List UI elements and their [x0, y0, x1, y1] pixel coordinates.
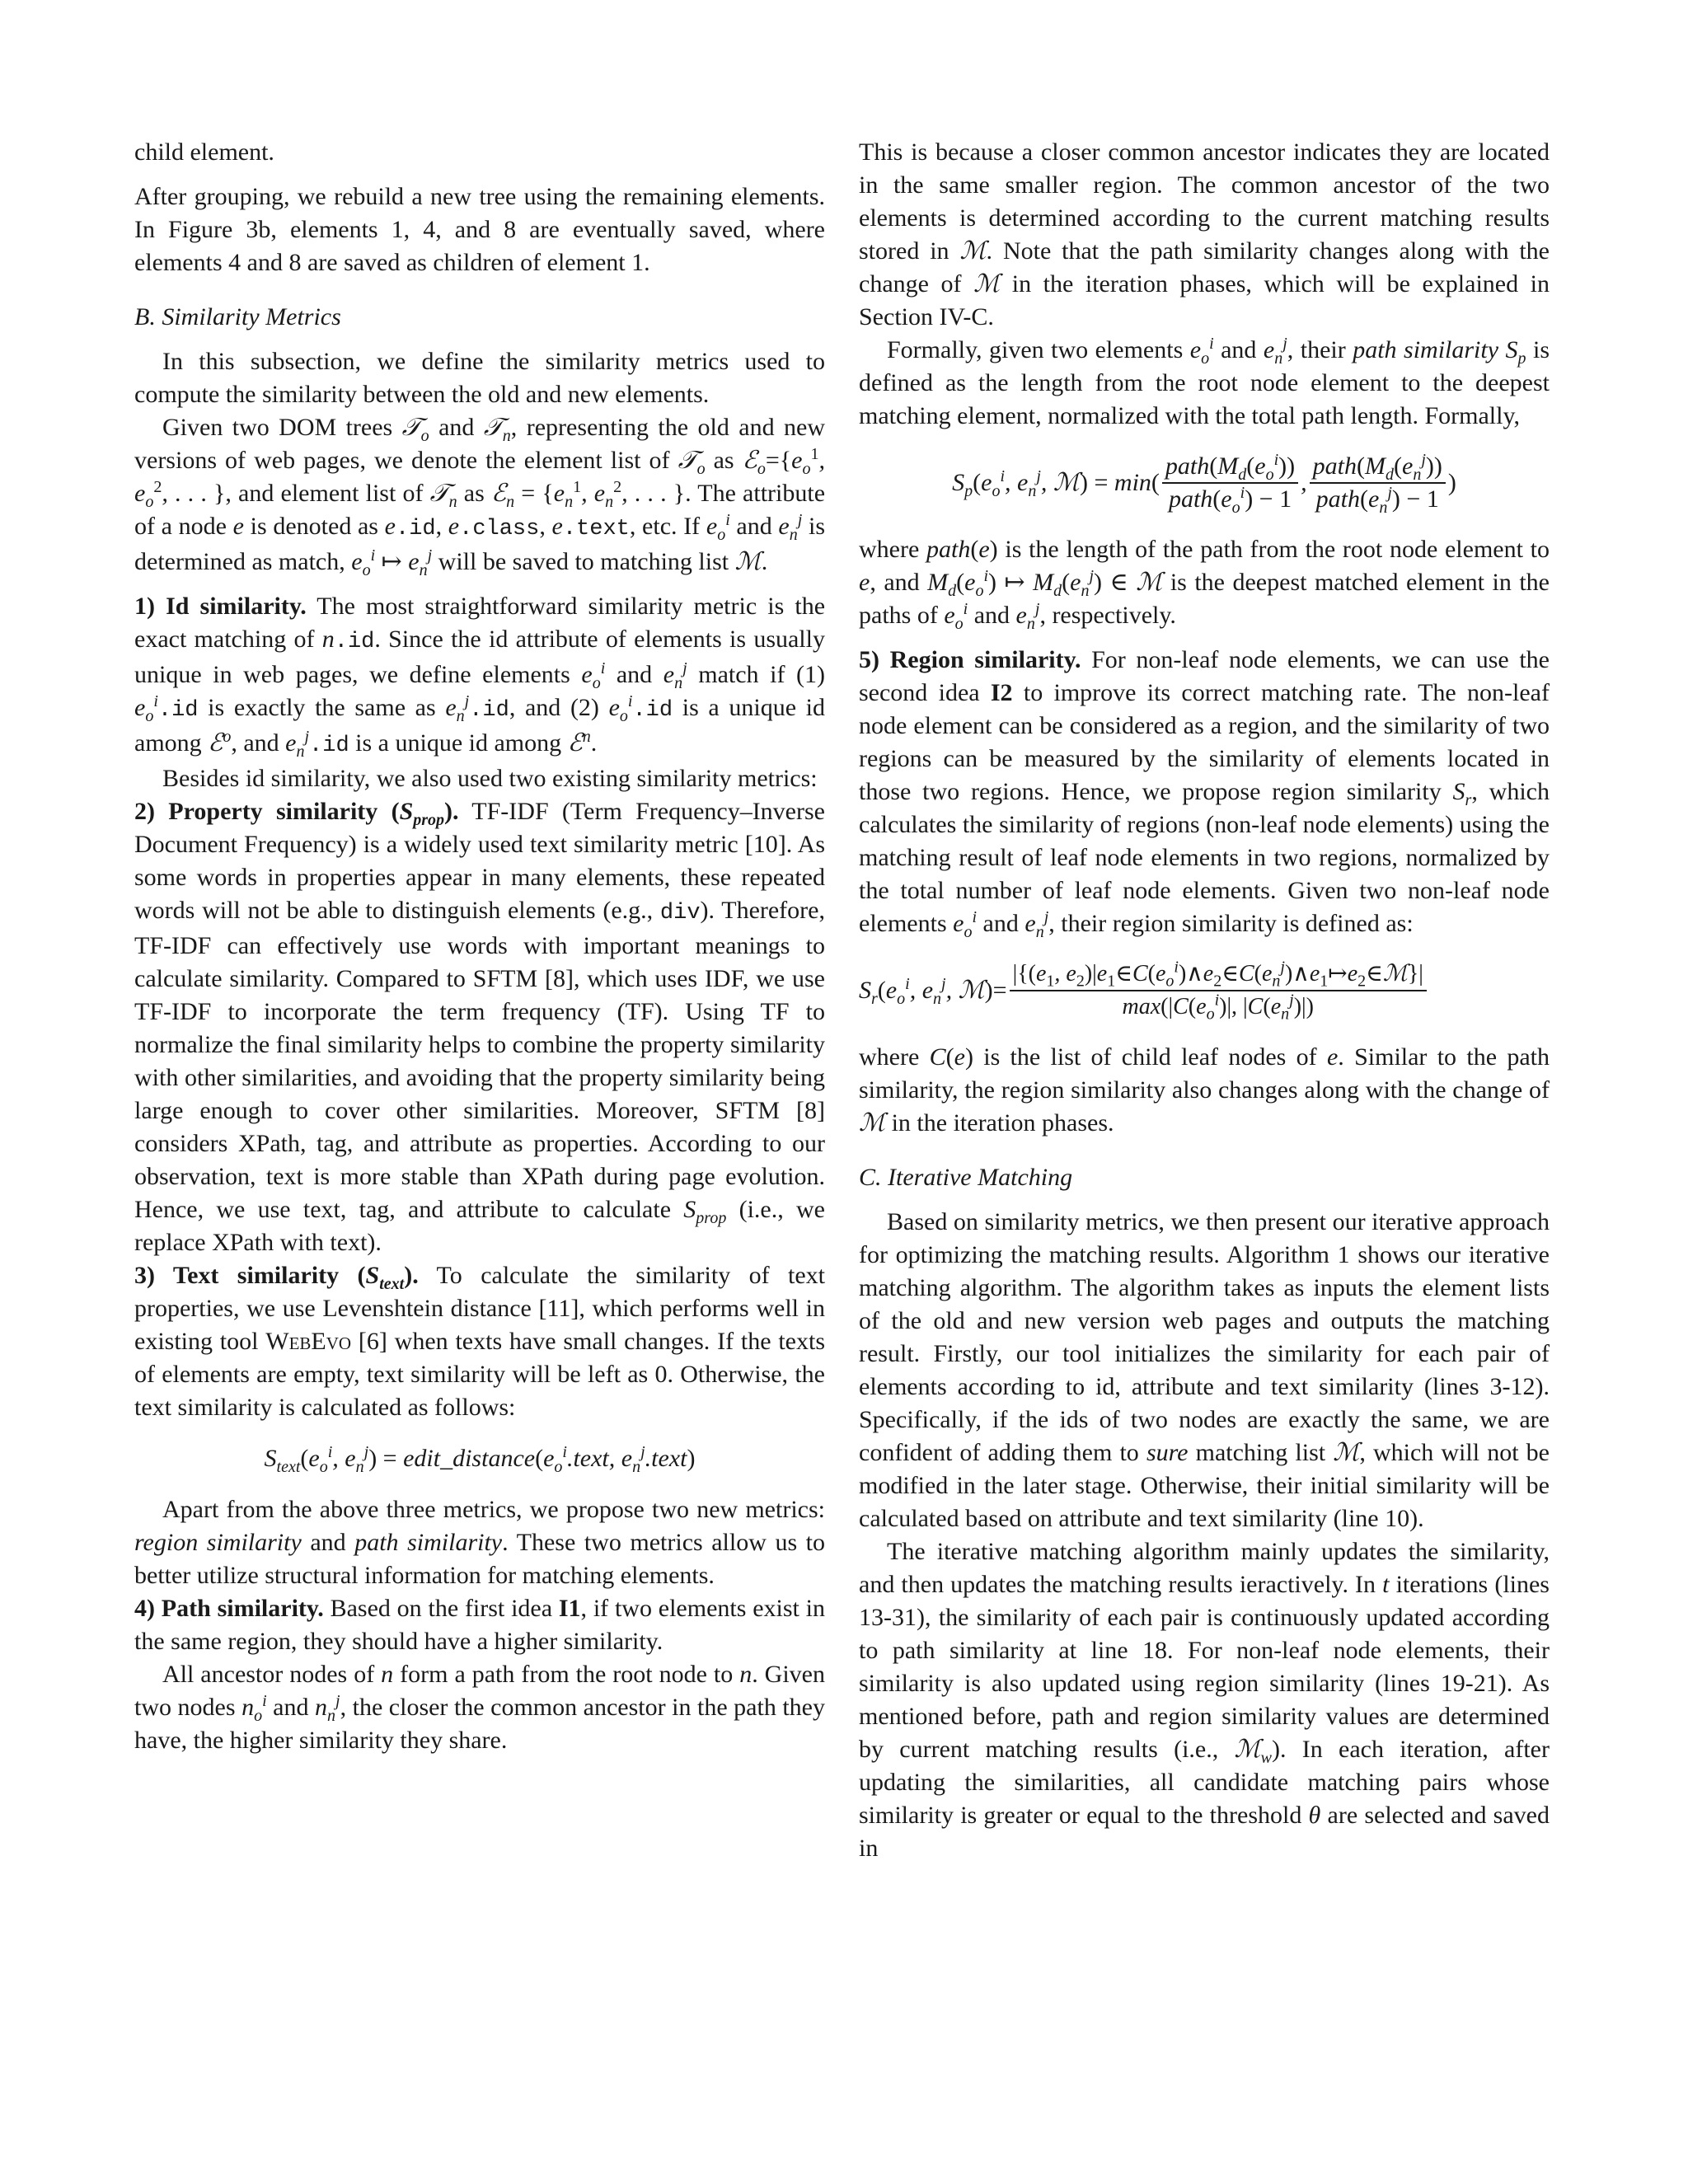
paragraph-path-similarity: 4) Path similarity. Based on the first idea I1, if two elements exist in the same region, they should have a higher similarity. — [134, 1595, 825, 1655]
paragraph: where path(e) is the length of the path from the root node element to e, and $M_d(e_o^i)$ ↦ $M_d(e_n^j)$ ∈ ℳ is the deepest matched element in the paths of $e_o^i$ and $e_n^j$, respectively. — [859, 536, 1550, 633]
paragraph: where C(e) is the list of child leaf nodes of e. Similar to the path similarity, the region similarity also changes along with the change of ℳ in the iteration phases. — [859, 1043, 1550, 1137]
paragraph-text-similarity: 3) Text similarity $(S_{text})$. To calculate the similarity of text properties, we use Levenshtein distance [11], which performs well in existing tool WebEvo [6] when texts have small changes. If the texts of elements are empty, text similarity will be left as 0. Otherwise, the text similarity is calculated as follows: — [134, 1262, 825, 1421]
equation-path-similarity: $S_p(e_o^i$, $e_n^j$, ℳ) = min( $\frac{path(M_d(e_o^i))}{path(e_o^i) - 1}$ , $\frac{path(M_d(e_n^j))}{path(e_n^j) - 1}$ ) — [952, 451, 1456, 517]
paragraph: Besides id similarity, we also used two existing similarity metrics: — [162, 765, 818, 792]
section-heading-similarity-metrics: B. Similarity Metrics — [134, 303, 341, 330]
left-column — [134, 136, 825, 1757]
paragraph: Formally, given two elements $e_o^i$ and $e_n^j$, their path similarity $S_p$ is defined as the length from the root node element to the deepest matching element, normalized with the total path length. Formally, — [859, 335, 1550, 429]
right-column — [859, 136, 1550, 1865]
paragraph: child element. — [134, 138, 274, 166]
equation-text-similarity: $S_{text}(e_o^i$, $e_n^j$) = $edit\_distance(e_o^i.text$, $e_n^j.text$) — [264, 1443, 696, 1476]
paragraph: Based on similarity metrics, we then present our iterative approach for optimizing the matching results. Algorithm 1 shows our iterative matching algorithm. The algorithm takes as inputs the element lists of the old and new version web pages and outputs the matching result. Firstly, our tool initializes the similarity for each pair of elements according to id, attribute and text similarity (lines 3-12). Specifically, if the ids of two nodes are exactly the same, we are confident of adding them to sure matching list ℳ, which will not be modified in the later stage. Otherwise, their initial similarity will be calculated based on attribute and text similarity (line 10). — [859, 1208, 1550, 1532]
paragraph: In this subsection, we define the similarity metrics used to compute the similarity between the old and new elements. — [134, 348, 825, 408]
paragraph: All ancestor nodes of n form a path from the root node to n. Given two nodes $n_o^i$ and $n_n^j$, the closer the common ancestor in the path they have, the higher similarity they share. — [134, 1661, 825, 1754]
paragraph: The iterative matching algorithm mainly updates the similarity, and then updates the matching results ieractively. In t iterations (lines 13-31), the similarity of each pair is continuously updated according to path similarity at line 18. For non-leaf node elements, their similarity is also updated using region similarity (lines 19-21). As mentioned before, path and region similarity values are determined by current matching results (i.e., ℳ$_w$). In each iteration, after updating the similarities, all candidate matching pairs whose similarity is greater or equal to the threshold θ are selected and saved in — [859, 1538, 1550, 1862]
paragraph-id-similarity: 1) Id similarity. The most straightforward similarity metric is the exact matching of n.id. Since the id attribute of elements is usually unique in web pages, we define elements $e_o^i$ and $e_n^j$ match if (1) $e_o^i.id$ is exactly the same as $e_n^j.id$, and (2) $e_o^i.id$ is a unique id among ℰ$^o$, and $e_n^j.id$ is a unique id among ℰ$^n$. — [134, 593, 826, 761]
paragraph-dom-trees: Given two DOM trees 𝒯$_o$ and 𝒯$_n$, representing the old and new versions of web pages, we denote the element list of 𝒯$_o$ as $ℰ_o=\{e_o^1$, $e_o^2$, . . . }, and element list of 𝒯$_n$ as ℰ$_n$ = {$e_n^1$, $e_n^2$, . . . }. The attribute of a node e is denoted as e.id, e.class, e.text, etc. If $e_o^i$ and $e_n^j$ is determined as match, $e_o^i$ ↦ $e_n^j$ will be saved to matching list ℳ. — [134, 414, 826, 579]
paragraph: This is because a closer common ancestor indicates they are located in the same smaller region. The common ancestor of the two elements is determined according to the current matching results stored in ℳ. Note that the path similarity changes along with the change of ℳ in the iteration phases, which will be explained in Section IV-C. — [859, 138, 1550, 330]
paragraph: After grouping, we rebuild a new tree using the remaining elements. In Figure 3b, elements 1, 4, and 8 are eventually saved, where elements 4 and 8 are saved as children of element 1. — [134, 183, 825, 276]
paragraph-property-similarity: 2) Property similarity $(S_{prop})$. TF-IDF (Term Frequency–Inverse Document Frequency) is a widely used text similarity metric [10]. As some words in properties appear in many elements, these repeated words will not be able to distinguish elements (e.g., div). Therefore, TF-IDF can effectively use words with important meanings to calculate similarity. Compared to SFTM [8], which uses IDF, we use TF-IDF to incorporate the term frequency (TF). Using TF to normalize the final similarity helps to combine the property similarity with other similarities, and avoiding that the property similarity being large enough to cover other similarities. Moreover, SFTM [8] considers XPath, tag, and attribute as properties. According to our observation, text is more stable than XPath during page evolution. Hence, we use text, tag, and attribute to calculate $S_{prop}$ (i.e., we replace XPath with text). — [134, 798, 825, 1256]
paragraph-region-similarity: 5) Region similarity. For non-leaf node elements, we can use the second idea I2 to improve its correct matching rate. The non-leaf node element can be considered as a region, and the similarity of two regions can be measured by the similarity of elements located in those two regions. Hence, we propose region similarity $S_r$, which calculates the similarity of regions (non-leaf node elements) using the matching result of leaf node elements in two regions, normalized by the total number of leaf node elements. Given two non-leaf node elements $e_o^i$ and $e_n^j$, their region similarity is defined as: — [859, 646, 1550, 941]
section-heading-iterative-matching: C. Iterative Matching — [859, 1164, 1073, 1191]
equation-region-similarity: $S_r(e_o^i$, $e_n^j$, ℳ)= $\frac{|\{(e_1, e_2)|e_1\in C(e_o^i)\wedge e_2\in C(e_n^j)\wedge e_1↦e_2\in ℳ\}|}{\max(|C(e_o^i)|, |C(e_n^j)|)}$ — [859, 958, 1550, 1023]
paragraph: Apart from the above three metrics, we propose two new metrics: region similarity and path similarity. These two metrics allow us to better utilize structural information for matching elements. — [134, 1496, 826, 1589]
